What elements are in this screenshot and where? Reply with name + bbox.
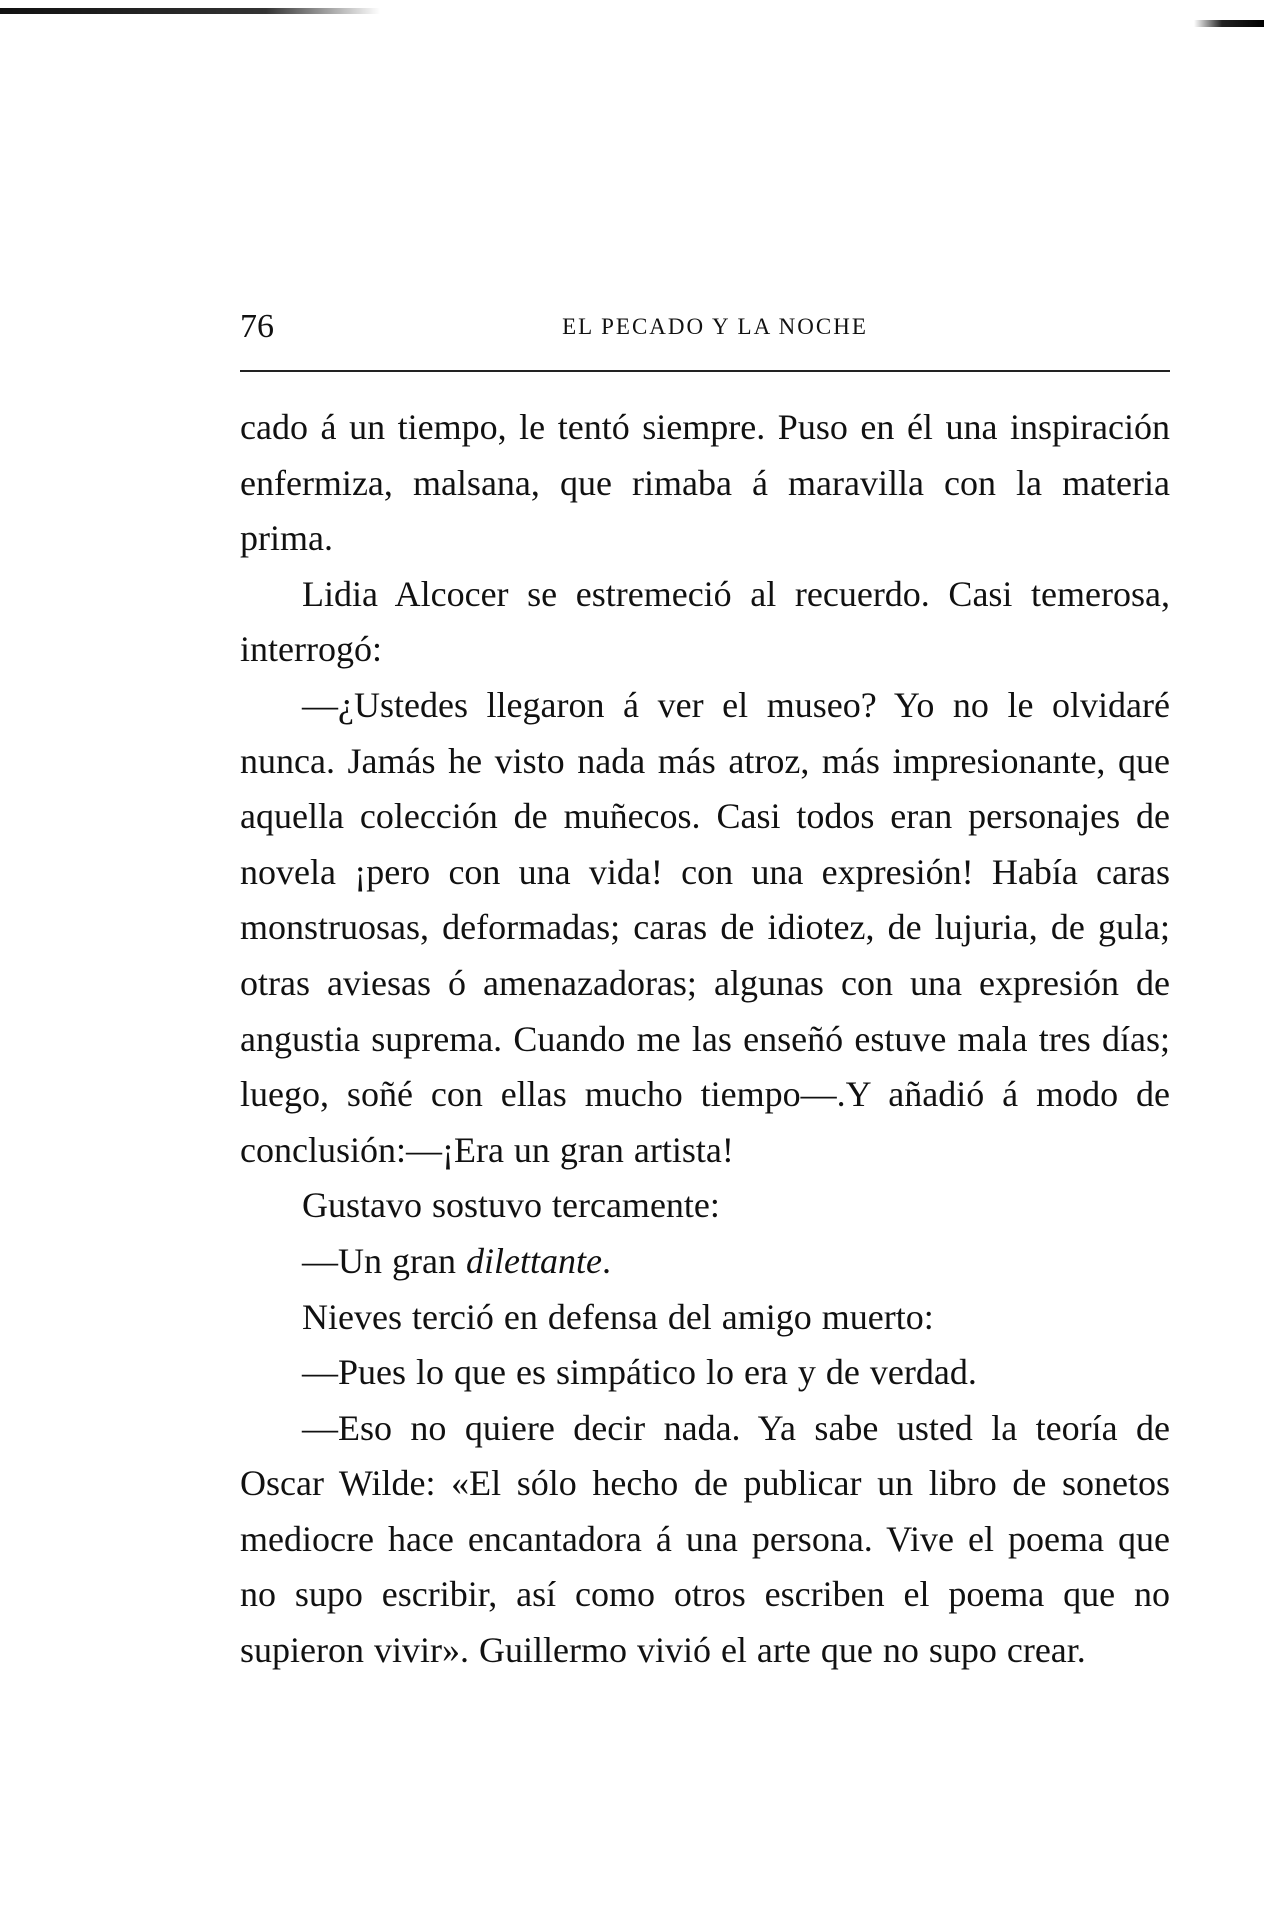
paragraph: Lidia Alcocer se estremeció al recuerdo. Casi temerosa, interrogó: [240,573,1170,670]
scan-edge-mark [1194,20,1264,27]
page-number: 76 [240,308,274,345]
italic-word: dilettante [465,1240,602,1281]
header-rule [240,370,1170,372]
scan-edge-mark [0,8,380,14]
paragraph: —Eso no quiere decir nada. Ya sabe usted la teoría de Oscar Wilde: «El sólo hecho de publicar un libro de sonetos mediocre hace encantadora á una persona. Vive el poema que no supo escribir, así como otros escriben el poema que no supieron vivir». Guillermo vivió el arte que no supo crear. [240,1407,1170,1671]
paragraph: —¿Ustedes llegaron á ver el museo? Yo no le olvidaré nunca. Jamás he visto nada más atroz, más impresionante, que aquella colección de muñecos. Casi todos eran personajes de novela ¡pero con una vida! con una expresión! Había caras monstruosas, deformadas; caras de idiotez, de lujuria, de gula; otras aviesas ó amenazadoras; algunas con una expresión de angustia suprema. Cuando me las enseñó estuve mala tres días; luego, soñé con ellas mucho tiempo—.Y añadió á modo de conclusión:—¡Era un gran artista! [240,684,1170,1170]
body-text [240,400,1170,1679]
dialogue-text: . [601,1240,611,1281]
book-page [240,300,1170,1679]
running-title: EL PECADO Y LA NOCHE [562,314,868,339]
paragraph [240,1234,1170,1290]
dialogue-text: —Un gran [302,1240,466,1281]
paragraph: Nieves terció en defensa del amigo muerto: [302,1296,934,1337]
paragraph: Gustavo sostuvo tercamente: [302,1185,720,1226]
paragraph: —Pues lo que es simpático lo era y de verdad. [302,1352,977,1393]
paragraph: cado á un tiempo, le tentó siempre. Puso en él una inspiración enfermiza, malsana, que rimaba á maravilla con la materia prima. [240,407,1170,559]
running-head [240,300,1170,348]
